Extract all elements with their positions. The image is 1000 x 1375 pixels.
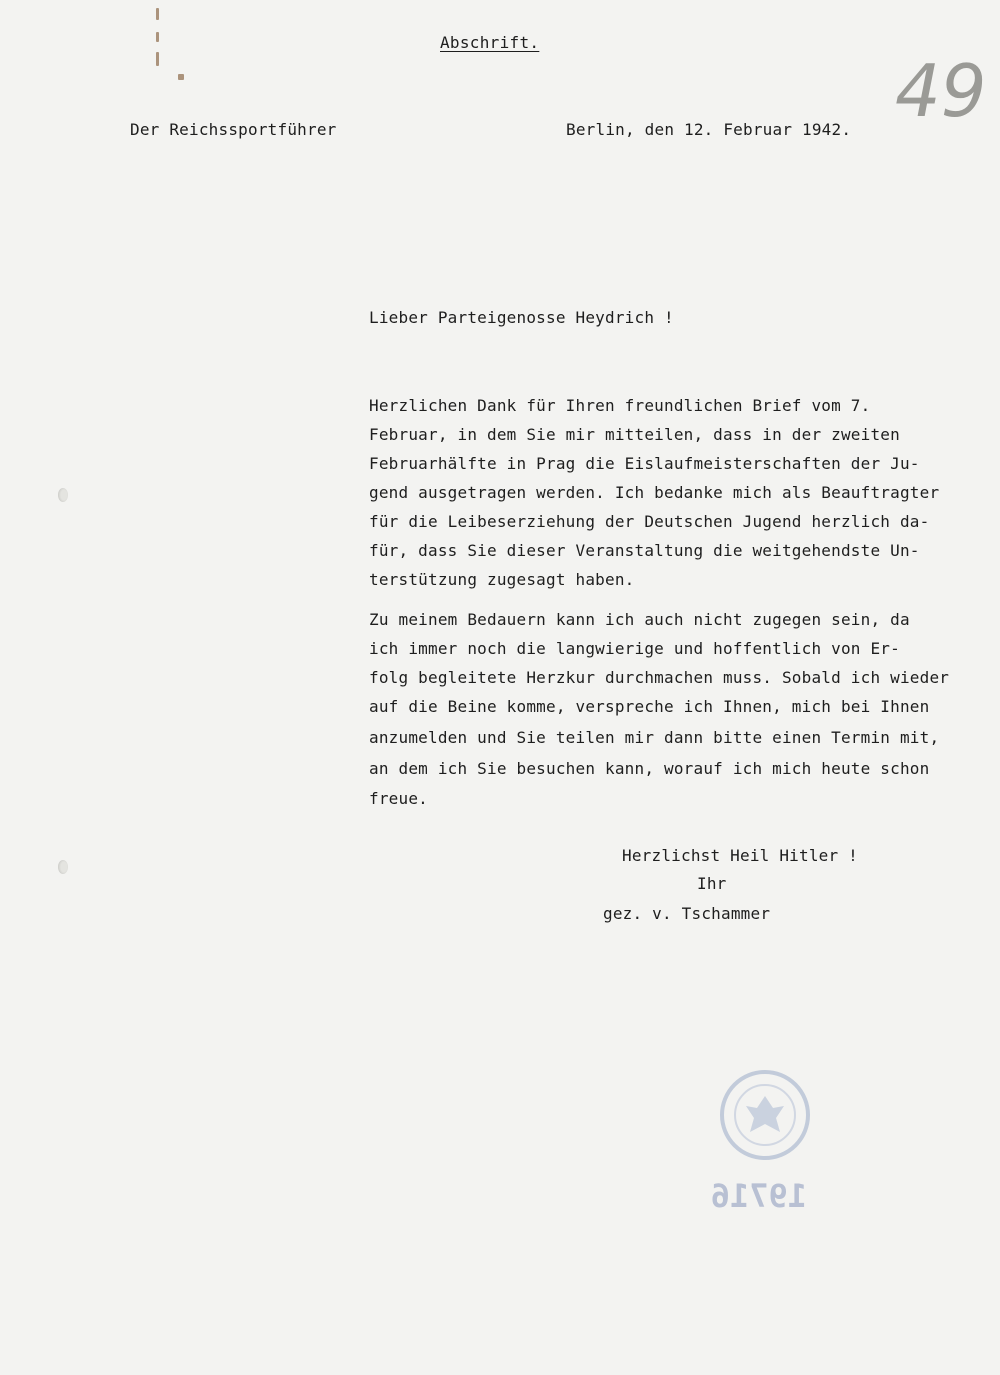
body-line: anzumelden und Sie teilen mir dann bitte einen Termin mit, <box>369 728 940 747</box>
punch-hole <box>58 860 68 874</box>
body-line: Zu meinem Bedauern kann ich auch nicht zugegen sein, da <box>369 610 910 629</box>
sender: Der Reichssportführer <box>130 120 337 139</box>
binding-mark <box>178 74 184 80</box>
document-heading: Abschrift. <box>440 33 540 52</box>
svg-text:49: 49 <box>895 49 987 133</box>
closing-word: Ihr <box>697 874 727 893</box>
letter-date: Berlin, den 12. Februar 1942. <box>566 120 852 139</box>
body-line: folg begleitete Herzkur durchmachen muss. Sobald ich wieder <box>369 668 950 687</box>
body-line: ich immer noch die langwierige und hoffentlich von Er- <box>369 639 900 658</box>
archive-stamp <box>718 1068 812 1162</box>
closing-greeting: Herzlichst Heil Hitler ! <box>622 846 858 865</box>
punch-hole <box>58 488 68 502</box>
body-line: für die Leibeserziehung der Deutschen Jugend herzlich da- <box>369 512 930 531</box>
body-line: auf die Beine komme, verspreche ich Ihnen, mich bei Ihnen <box>369 697 930 716</box>
archive-number <box>703 1175 813 1215</box>
signature: gez. v. Tschammer <box>603 904 771 923</box>
body-line: für, dass Sie dieser Veranstaltung die weitgehendste Un- <box>369 541 920 560</box>
binding-mark <box>156 32 159 42</box>
body-line: Februar, in dem Sie mir mitteilen, dass in der zweiten <box>369 425 900 444</box>
binding-mark <box>156 8 159 20</box>
folio-number <box>893 38 987 158</box>
body-line: gend ausgetragen werden. Ich bedanke mich als Beauftragter <box>369 483 940 502</box>
body-line: Februarhälfte in Prag die Eislaufmeisterschaften der Ju- <box>369 454 920 473</box>
body-line: an dem ich Sie besuchen kann, worauf ich mich heute schon <box>369 759 930 778</box>
body-line: freue. <box>369 789 428 808</box>
body-line: terstützung zugesagt haben. <box>369 570 635 589</box>
body-line: Herzlichen Dank für Ihren freundlichen Brief vom 7. <box>369 396 871 415</box>
salutation: Lieber Parteigenosse Heydrich ! <box>369 308 674 327</box>
binding-mark <box>156 52 159 66</box>
svg-text:19716: 19716 <box>710 1177 807 1215</box>
